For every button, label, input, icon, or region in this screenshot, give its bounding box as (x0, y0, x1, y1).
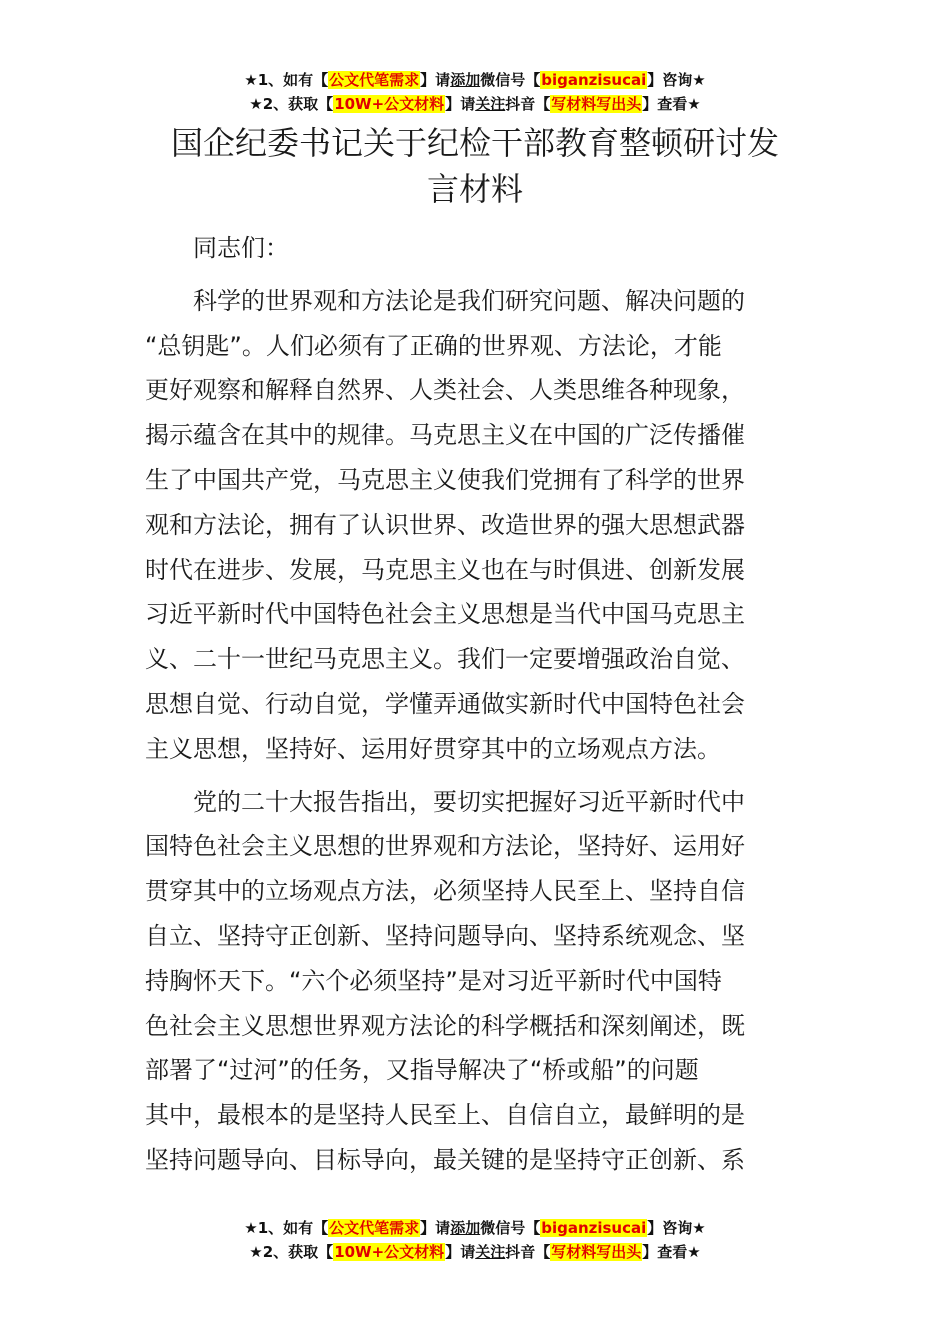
banner-highlight: biganzisucai (541, 1219, 647, 1237)
text-line: 时代在进步、发展，马克思主义也在与时俱进、创新发展 (145, 555, 745, 584)
banner-text: 】咨询★ (647, 71, 706, 89)
banner-highlight: 公文代笔需求 (329, 1219, 420, 1237)
banner-line-1 (0, 68, 950, 92)
banner-underline: 添加 (450, 1219, 481, 1237)
banner-text: 】请 (420, 71, 451, 89)
bottom-banner (0, 1216, 950, 1264)
text-line: 坚持问题导向、目标导向，最关键的是坚持守正创新、系 (145, 1145, 745, 1174)
text-line: 义、二十一世纪马克思主义。我们一定要增强政治自觉、 (145, 645, 745, 674)
banner-text: 】请 (445, 95, 476, 113)
text-line: 其中，最根本的是坚持人民至上、自信自立，最鲜明的是 (145, 1101, 745, 1130)
banner-highlight: biganzisucai (541, 71, 647, 89)
text-line: 国特色社会主义思想的世界观和方法论，坚持好、运用好 (145, 832, 745, 861)
document-body (145, 226, 807, 1191)
banner-text: 】请 (445, 1243, 476, 1261)
text-line: 生了中国共产党，马克思主义使我们党拥有了科学的世界 (145, 465, 745, 494)
text-line: 贯穿其中的立场观点方法，必须坚持人民至上、坚持自信 (145, 877, 745, 906)
banner-underline: 关注 (475, 95, 506, 113)
banner-highlight: 写材料写出头 (551, 95, 642, 113)
top-banner (0, 68, 950, 116)
banner-line-1 (0, 1216, 950, 1240)
text-line: “总钥匙”。人们必须有了正确的世界观、方法论，才能 (145, 331, 722, 360)
banner-underline: 添加 (450, 71, 481, 89)
title-line-1: 国企纪委书记关于纪检干部教育整顿研讨发 (170, 124, 779, 162)
banner-text: ★2、获取【 (249, 1243, 334, 1261)
text-line: 观和方法论，拥有了认识世界、改造世界的强大思想武器 (145, 510, 745, 539)
banner-text: ★1、如有【 (244, 1219, 329, 1237)
paragraph-2 (145, 780, 807, 1183)
banner-text: ★1、如有【 (244, 71, 329, 89)
banner-text: 抖音【 (505, 95, 551, 113)
text-line: 更好观察和解释自然界、人类社会、人类思维各种现象， (145, 376, 745, 405)
text-line: 部署了“过河”的任务，又指导解决了“桥或船”的问题 (145, 1056, 699, 1085)
banner-highlight: 10W+公文材料 (334, 1243, 445, 1261)
banner-text: 微信号【 (480, 71, 541, 89)
banner-highlight: 公文代笔需求 (329, 71, 420, 89)
banner-text: 抖音【 (505, 1243, 551, 1261)
banner-text: 微信号【 (480, 1219, 541, 1237)
banner-line-2 (0, 1240, 950, 1264)
salutation (145, 226, 807, 271)
document-title (145, 120, 805, 212)
text-line: 主义思想，坚持好、运用好贯穿其中的立场观点方法。 (145, 734, 721, 763)
banner-line-2 (0, 92, 950, 116)
text-line: 党的二十大报告指出，要切实把握好习近平新时代中 (193, 787, 745, 816)
banner-text: ★2、获取【 (249, 95, 334, 113)
text-line: 揭示蕴含在其中的规律。马克思主义在中国的广泛传播催 (145, 421, 745, 450)
banner-text: 】查看★ (642, 95, 701, 113)
text-line: 持胸怀天下。“六个必须坚持”是对习近平新时代中国特 (145, 966, 722, 995)
banner-highlight: 写材料写出头 (551, 1243, 642, 1261)
text-line: 色社会主义思想世界观方法论的科学概括和深刻阐述，既 (145, 1011, 745, 1040)
text-line: 自立、坚持守正创新、坚持问题导向、坚持系统观念、坚 (145, 921, 745, 950)
paragraph-1 (145, 279, 807, 772)
title-line-2: 言材料 (426, 170, 523, 208)
banner-underline: 关注 (475, 1243, 506, 1261)
banner-text: 】查看★ (642, 1243, 701, 1261)
banner-highlight: 10W+公文材料 (334, 95, 445, 113)
salutation-text: 同志们： (193, 234, 289, 262)
banner-text: 】咨询★ (647, 1219, 706, 1237)
banner-text: 】请 (420, 1219, 451, 1237)
text-line: 科学的世界观和方法论是我们研究问题、解决问题的 (193, 286, 745, 315)
text-line: 习近平新时代中国特色社会主义思想是当代中国马克思主 (145, 600, 745, 629)
text-line: 思想自觉、行动自觉，学懂弄通做实新时代中国特色社会 (145, 689, 745, 718)
